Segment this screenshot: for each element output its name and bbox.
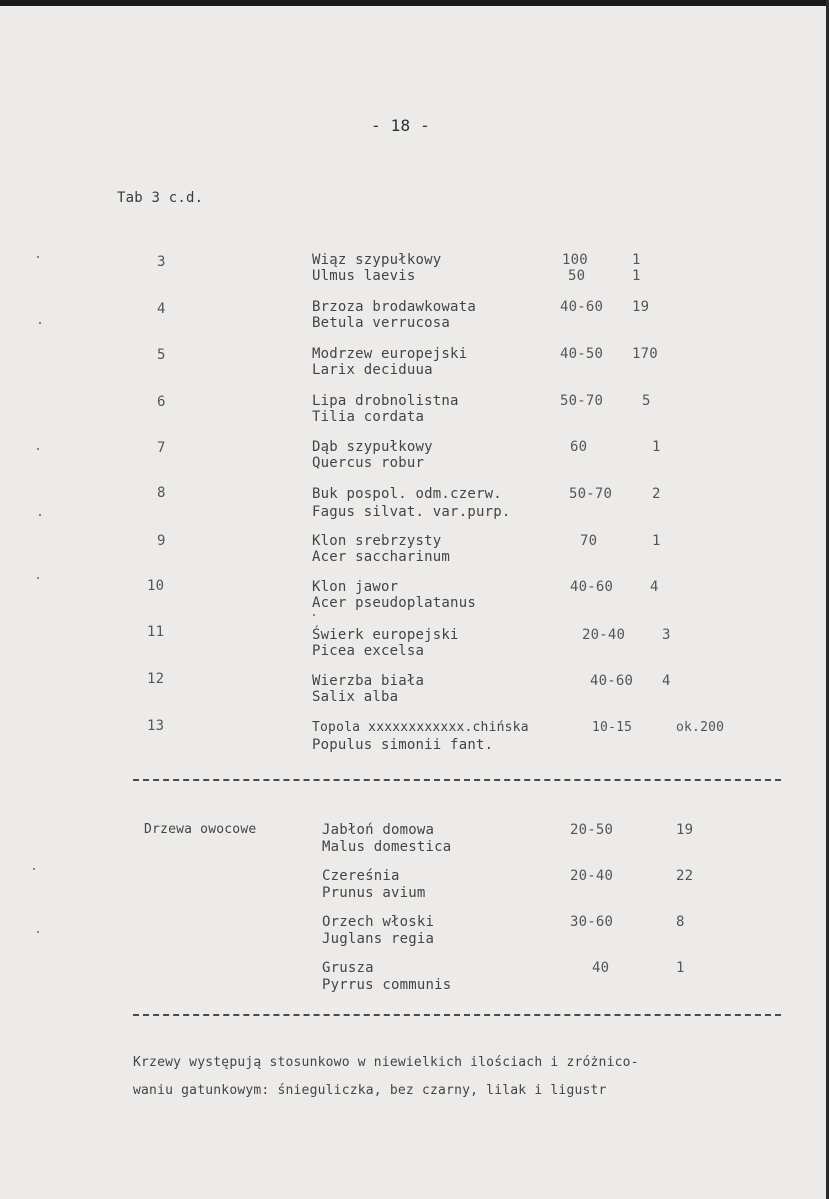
species-polish-name: Brzoza brodawkowata	[312, 299, 476, 315]
species-polish-name: Dąb szypułkowy	[312, 439, 433, 455]
species-latin-name: Prunus avium	[322, 885, 426, 901]
age-value: 70	[580, 533, 598, 549]
count-value: 22	[676, 868, 694, 884]
species-latin-name: Juglans regia	[322, 931, 435, 947]
row-number: 4	[157, 301, 166, 317]
species-latin-name: Acer pseudoplatanus	[312, 595, 476, 611]
row-number: 5	[157, 347, 166, 363]
footer-text-line: waniu gatunkowym: śnieguliczka, bez czarny, lilak i ligustr	[133, 1083, 607, 1098]
row-number: 13	[147, 718, 165, 734]
species-latin-name: Acer saccharinum	[312, 549, 451, 565]
table-caption: Tab 3 c.d.	[117, 190, 204, 206]
count-value: 1	[632, 268, 641, 284]
count-value: 4	[650, 579, 659, 595]
section-divider	[133, 779, 781, 781]
species-polish-name: Wierzba biała	[312, 673, 425, 689]
species-latin-name: Picea excelsa	[312, 643, 425, 659]
margin-mark	[37, 931, 39, 933]
species-polish-name: Klon jawor	[312, 579, 399, 595]
ink-dot	[313, 614, 315, 616]
page-number: - 18 -	[371, 116, 430, 135]
scan-edge-top	[0, 0, 829, 6]
species-polish-name: Modrzew europejski	[312, 346, 468, 362]
count-value: 1	[652, 533, 661, 549]
age-value: 40-60	[570, 579, 614, 595]
species-latin-name: Pyrrus communis	[322, 977, 452, 993]
age-value: 40-60	[560, 299, 604, 315]
species-polish-name: Jabłoń domowa	[322, 822, 435, 838]
age-value: 20-40	[582, 627, 626, 643]
species-latin-name: Larix deciduua	[312, 362, 433, 378]
count-value: 19	[676, 822, 694, 838]
count-value: 5	[642, 393, 651, 409]
row-number: 11	[147, 624, 165, 640]
row-number: 7	[157, 440, 166, 456]
species-polish-name: Czereśnia	[322, 868, 400, 884]
row-number: 6	[157, 394, 166, 410]
row-number: 8	[157, 485, 166, 501]
margin-mark	[39, 514, 41, 516]
age-value: 40-60	[590, 673, 634, 689]
species-latin-name: Populus simonii fant.	[312, 737, 494, 753]
margin-mark	[37, 448, 39, 450]
age-value: 20-50	[570, 822, 614, 838]
age-value: 40	[592, 960, 610, 976]
row-number: 10	[147, 578, 165, 594]
species-polish-name: Klon srebrzysty	[312, 533, 442, 549]
age-value: 20-40	[570, 868, 614, 884]
footer-text-line: Krzewy występują stosunkowo w niewielkich ilościach i zróżnico-	[133, 1055, 639, 1070]
species-polish-name: Buk pospol. odm.czerw.	[312, 486, 502, 502]
count-value: 1	[652, 439, 661, 455]
count-value: 3	[662, 627, 671, 643]
species-polish-name: Topola xxxxxxxxxxxx.chińska	[312, 720, 529, 735]
species-polish-name: Wiąz szypułkowy	[312, 252, 442, 268]
age-value: 10-15	[592, 720, 633, 735]
species-polish-name: Orzech włoski	[322, 914, 435, 930]
species-latin-name: Fagus silvat. var.purp.	[312, 504, 511, 520]
species-latin-name: Quercus robur	[312, 455, 425, 471]
count-value: 19	[632, 299, 650, 315]
species-latin-name: Tilia cordata	[312, 409, 425, 425]
species-polish-name: Świerk europejski	[312, 627, 459, 643]
count-value: ok.200	[676, 720, 725, 735]
row-number: 3	[157, 254, 166, 270]
margin-mark	[37, 256, 39, 258]
row-number: 9	[157, 533, 166, 549]
species-latin-name: Salix alba	[312, 689, 399, 705]
species-polish-name: Grusza	[322, 960, 374, 976]
age-value: 50-70	[569, 486, 613, 502]
age-value: 50-70	[560, 393, 604, 409]
margin-mark	[37, 577, 39, 579]
margin-mark	[39, 322, 41, 324]
row-number: 12	[147, 671, 165, 687]
age-value: 30-60	[570, 914, 614, 930]
section-divider	[133, 1014, 781, 1016]
count-value: 170	[632, 346, 658, 362]
age-value: 60	[570, 439, 588, 455]
fruit-trees-label: Drzewa owocowe	[144, 822, 257, 837]
species-polish-name: Lipa drobnolistna	[312, 393, 459, 409]
margin-mark	[33, 868, 35, 870]
age-value: 40-50	[560, 346, 604, 362]
count-value: 8	[676, 914, 685, 930]
age-value: 100	[562, 252, 588, 268]
count-value: 4	[662, 673, 671, 689]
species-latin-name: Betula verrucosa	[312, 315, 451, 331]
species-latin-name: Ulmus laevis	[312, 268, 416, 284]
species-latin-name: Malus domestica	[322, 839, 452, 855]
count-value: 1	[632, 252, 641, 268]
count-value: 2	[652, 486, 661, 502]
age-value: 50	[568, 268, 586, 284]
count-value: 1	[676, 960, 685, 976]
